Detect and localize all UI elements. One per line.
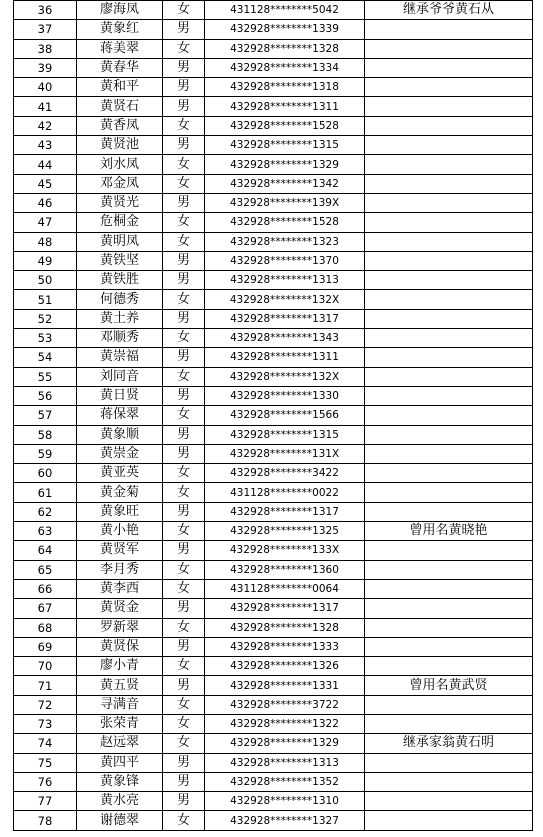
- gender-cell: 女: [163, 174, 205, 193]
- table-row: [14, 232, 533, 251]
- name-cell: 黄明凤: [77, 232, 163, 251]
- id-number-cell: 432928********1323: [205, 232, 365, 251]
- row-number-cell: 75: [14, 753, 77, 772]
- name-cell: 蒋保翠: [77, 406, 163, 425]
- table-row: [14, 657, 533, 676]
- remark-cell: [365, 174, 533, 193]
- remark-cell: [365, 309, 533, 328]
- name-cell: 黄水亮: [77, 792, 163, 811]
- id-number-cell: 432928********3722: [205, 695, 365, 714]
- name-cell: 黄李西: [77, 579, 163, 598]
- table-row: [14, 502, 533, 521]
- id-number-cell: 432928********1328: [205, 39, 365, 58]
- row-number-cell: 68: [14, 618, 77, 637]
- gender-cell: 男: [163, 193, 205, 212]
- table-row: [14, 792, 533, 811]
- name-cell: 黄金菊: [77, 483, 163, 502]
- gender-cell: 女: [163, 483, 205, 502]
- name-cell: 谢德翠: [77, 811, 163, 830]
- row-number-cell: 76: [14, 772, 77, 791]
- name-cell: 黄铁胜: [77, 271, 163, 290]
- id-number-cell: 432928********1370: [205, 251, 365, 270]
- id-number-cell: 432928********1328: [205, 618, 365, 637]
- remark-cell: [365, 425, 533, 444]
- roster-body: [14, 1, 533, 831]
- id-number-cell: 432928********133X: [205, 541, 365, 560]
- remark-cell: [365, 444, 533, 463]
- table-row: [14, 637, 533, 656]
- table-row: [14, 599, 533, 618]
- gender-cell: 男: [163, 309, 205, 328]
- remark-cell: [365, 271, 533, 290]
- row-number-cell: 52: [14, 309, 77, 328]
- id-number-cell: 432928********1329: [205, 734, 365, 753]
- gender-cell: 男: [163, 772, 205, 791]
- row-number-cell: 71: [14, 676, 77, 695]
- remark-cell: 曾用名黄武贤: [365, 676, 533, 695]
- name-cell: 邓顺秀: [77, 329, 163, 348]
- gender-cell: 男: [163, 637, 205, 656]
- id-number-cell: 432928********1339: [205, 20, 365, 39]
- remark-cell: [365, 155, 533, 174]
- id-number-cell: 432928********1333: [205, 637, 365, 656]
- row-number-cell: 44: [14, 155, 77, 174]
- gender-cell: 男: [163, 58, 205, 77]
- id-number-cell: 432928********1352: [205, 772, 365, 791]
- id-number-cell: 432928********1327: [205, 811, 365, 830]
- row-number-cell: 70: [14, 657, 77, 676]
- id-number-cell: 431128********0064: [205, 579, 365, 598]
- id-number-cell: 432928********1528: [205, 213, 365, 232]
- remark-cell: [365, 579, 533, 598]
- id-number-cell: 432928********1330: [205, 386, 365, 405]
- id-number-cell: 431128********0022: [205, 483, 365, 502]
- row-number-cell: 50: [14, 271, 77, 290]
- row-number-cell: 39: [14, 58, 77, 77]
- id-number-cell: 432928********1315: [205, 425, 365, 444]
- name-cell: 黄和平: [77, 78, 163, 97]
- id-number-cell: 432928********1360: [205, 560, 365, 579]
- name-cell: 黄铁坚: [77, 251, 163, 270]
- gender-cell: 女: [163, 1, 205, 20]
- name-cell: 黄贤保: [77, 637, 163, 656]
- remark-cell: [365, 464, 533, 483]
- name-cell: 黄贤军: [77, 541, 163, 560]
- row-number-cell: 40: [14, 78, 77, 97]
- row-number-cell: 63: [14, 522, 77, 541]
- gender-cell: 女: [163, 522, 205, 541]
- row-number-cell: 46: [14, 193, 77, 212]
- gender-cell: 男: [163, 348, 205, 367]
- gender-cell: 女: [163, 367, 205, 386]
- remark-cell: [365, 39, 533, 58]
- remark-cell: [365, 58, 533, 77]
- name-cell: 黄象锋: [77, 772, 163, 791]
- id-number-cell: 432928********1311: [205, 97, 365, 116]
- row-number-cell: 78: [14, 811, 77, 830]
- row-number-cell: 61: [14, 483, 77, 502]
- name-cell: 邓金凤: [77, 174, 163, 193]
- gender-cell: 男: [163, 599, 205, 618]
- gender-cell: 男: [163, 753, 205, 772]
- name-cell: 黄象红: [77, 20, 163, 39]
- row-number-cell: 69: [14, 637, 77, 656]
- table-row: [14, 522, 533, 541]
- remark-cell: [365, 251, 533, 270]
- table-row: [14, 734, 533, 753]
- table-row: [14, 174, 533, 193]
- gender-cell: 男: [163, 541, 205, 560]
- row-number-cell: 64: [14, 541, 77, 560]
- gender-cell: 男: [163, 444, 205, 463]
- row-number-cell: 51: [14, 290, 77, 309]
- table-row: [14, 290, 533, 309]
- table-row: [14, 406, 533, 425]
- table-row: [14, 20, 533, 39]
- id-number-cell: 432928********1313: [205, 753, 365, 772]
- name-cell: 黄贤石: [77, 97, 163, 116]
- table-row: [14, 155, 533, 174]
- remark-cell: [365, 78, 533, 97]
- table-row: [14, 367, 533, 386]
- table-row: [14, 560, 533, 579]
- row-number-cell: 56: [14, 386, 77, 405]
- remark-cell: [365, 406, 533, 425]
- table-row: [14, 193, 533, 212]
- id-number-cell: 432928********1326: [205, 657, 365, 676]
- id-number-cell: 432928********1317: [205, 309, 365, 328]
- row-number-cell: 55: [14, 367, 77, 386]
- gender-cell: 男: [163, 78, 205, 97]
- remark-cell: [365, 213, 533, 232]
- id-number-cell: 432928********1334: [205, 58, 365, 77]
- id-number-cell: 432928********1342: [205, 174, 365, 193]
- gender-cell: 女: [163, 406, 205, 425]
- gender-cell: 男: [163, 676, 205, 695]
- id-number-cell: 432928********1343: [205, 329, 365, 348]
- id-number-cell: 432928********1310: [205, 792, 365, 811]
- name-cell: 黄四平: [77, 753, 163, 772]
- id-number-cell: 432928********1315: [205, 136, 365, 155]
- table-row: [14, 753, 533, 772]
- id-number-cell: 432928********1329: [205, 155, 365, 174]
- row-number-cell: 49: [14, 251, 77, 270]
- row-number-cell: 73: [14, 714, 77, 733]
- row-number-cell: 58: [14, 425, 77, 444]
- name-cell: 张荣青: [77, 714, 163, 733]
- row-number-cell: 37: [14, 20, 77, 39]
- row-number-cell: 45: [14, 174, 77, 193]
- id-number-cell: 432928********139X: [205, 193, 365, 212]
- table-row: [14, 386, 533, 405]
- remark-cell: [365, 811, 533, 830]
- remark-cell: [365, 695, 533, 714]
- remark-cell: [365, 348, 533, 367]
- name-cell: 黄崇福: [77, 348, 163, 367]
- gender-cell: 男: [163, 386, 205, 405]
- row-number-cell: 53: [14, 329, 77, 348]
- remark-cell: [365, 386, 533, 405]
- name-cell: 黄象顺: [77, 425, 163, 444]
- gender-cell: 男: [163, 251, 205, 270]
- remark-cell: [365, 618, 533, 637]
- remark-cell: [365, 657, 533, 676]
- table-row: [14, 116, 533, 135]
- gender-cell: 女: [163, 116, 205, 135]
- row-number-cell: 72: [14, 695, 77, 714]
- name-cell: 李月秀: [77, 560, 163, 579]
- id-number-cell: 432928********131X: [205, 444, 365, 463]
- row-number-cell: 43: [14, 136, 77, 155]
- name-cell: 黄春华: [77, 58, 163, 77]
- name-cell: 黄小艳: [77, 522, 163, 541]
- gender-cell: 女: [163, 213, 205, 232]
- row-number-cell: 67: [14, 599, 77, 618]
- table-row: [14, 213, 533, 232]
- row-number-cell: 48: [14, 232, 77, 251]
- table-row: [14, 271, 533, 290]
- id-number-cell: 432928********1317: [205, 599, 365, 618]
- row-number-cell: 62: [14, 502, 77, 521]
- remark-cell: [365, 599, 533, 618]
- gender-cell: 女: [163, 560, 205, 579]
- row-number-cell: 77: [14, 792, 77, 811]
- gender-cell: 男: [163, 425, 205, 444]
- id-number-cell: 432928********3422: [205, 464, 365, 483]
- remark-cell: [365, 290, 533, 309]
- table-row: [14, 714, 533, 733]
- remark-cell: [365, 772, 533, 791]
- remark-cell: [365, 502, 533, 521]
- remark-cell: [365, 714, 533, 733]
- row-number-cell: 42: [14, 116, 77, 135]
- table-row: [14, 58, 533, 77]
- remark-cell: 曾用名黄晓艳: [365, 522, 533, 541]
- row-number-cell: 74: [14, 734, 77, 753]
- remark-cell: 继承家翁黄石明: [365, 734, 533, 753]
- gender-cell: 女: [163, 734, 205, 753]
- name-cell: 刘水凤: [77, 155, 163, 174]
- name-cell: 黄亚英: [77, 464, 163, 483]
- table-row: [14, 329, 533, 348]
- row-number-cell: 66: [14, 579, 77, 598]
- gender-cell: 女: [163, 579, 205, 598]
- name-cell: 黄五贤: [77, 676, 163, 695]
- row-number-cell: 47: [14, 213, 77, 232]
- remark-cell: [365, 637, 533, 656]
- row-number-cell: 36: [14, 1, 77, 20]
- table-row: [14, 676, 533, 695]
- gender-cell: 女: [163, 714, 205, 733]
- remark-cell: [365, 232, 533, 251]
- roster-table: [13, 0, 533, 831]
- name-cell: 黄日贤: [77, 386, 163, 405]
- remark-cell: [365, 136, 533, 155]
- remark-cell: [365, 193, 533, 212]
- table-row: [14, 811, 533, 830]
- row-number-cell: 41: [14, 97, 77, 116]
- id-number-cell: 432928********132X: [205, 367, 365, 386]
- id-number-cell: 432928********1317: [205, 502, 365, 521]
- remark-cell: [365, 560, 533, 579]
- gender-cell: 女: [163, 290, 205, 309]
- gender-cell: 女: [163, 618, 205, 637]
- name-cell: 黄崇金: [77, 444, 163, 463]
- table-row: [14, 425, 533, 444]
- table-row: [14, 695, 533, 714]
- id-number-cell: 432928********1325: [205, 522, 365, 541]
- name-cell: 黄贤光: [77, 193, 163, 212]
- id-number-cell: 432928********1566: [205, 406, 365, 425]
- id-number-cell: 432928********1528: [205, 116, 365, 135]
- name-cell: 罗新翠: [77, 618, 163, 637]
- gender-cell: 男: [163, 20, 205, 39]
- gender-cell: 女: [163, 657, 205, 676]
- remark-cell: [365, 20, 533, 39]
- name-cell: 黄贤金: [77, 599, 163, 618]
- remark-cell: [365, 329, 533, 348]
- id-number-cell: 432928********132X: [205, 290, 365, 309]
- table-row: [14, 348, 533, 367]
- table-row: [14, 251, 533, 270]
- row-number-cell: 38: [14, 39, 77, 58]
- gender-cell: 男: [163, 502, 205, 521]
- remark-cell: 继承爷爷黄石从: [365, 1, 533, 20]
- id-number-cell: 432928********1322: [205, 714, 365, 733]
- name-cell: 寻满音: [77, 695, 163, 714]
- remark-cell: [365, 367, 533, 386]
- row-number-cell: 54: [14, 348, 77, 367]
- table-row: [14, 1, 533, 20]
- name-cell: 刘同音: [77, 367, 163, 386]
- table-row: [14, 39, 533, 58]
- remark-cell: [365, 753, 533, 772]
- id-number-cell: 432928********1311: [205, 348, 365, 367]
- row-number-cell: 65: [14, 560, 77, 579]
- gender-cell: 女: [163, 811, 205, 830]
- table-row: [14, 136, 533, 155]
- name-cell: 黄象旺: [77, 502, 163, 521]
- name-cell: 蒋美翠: [77, 39, 163, 58]
- name-cell: 黄土养: [77, 309, 163, 328]
- table-row: [14, 541, 533, 560]
- row-number-cell: 60: [14, 464, 77, 483]
- gender-cell: 男: [163, 271, 205, 290]
- gender-cell: 男: [163, 136, 205, 155]
- id-number-cell: 432928********1313: [205, 271, 365, 290]
- table-row: [14, 464, 533, 483]
- table-row: [14, 618, 533, 637]
- name-cell: 黄香凤: [77, 116, 163, 135]
- table-row: [14, 772, 533, 791]
- gender-cell: 女: [163, 695, 205, 714]
- name-cell: 赵远翠: [77, 734, 163, 753]
- name-cell: 危桐金: [77, 213, 163, 232]
- gender-cell: 男: [163, 97, 205, 116]
- table-row: [14, 78, 533, 97]
- table-row: [14, 444, 533, 463]
- gender-cell: 女: [163, 232, 205, 251]
- row-number-cell: 59: [14, 444, 77, 463]
- remark-cell: [365, 116, 533, 135]
- table-row: [14, 97, 533, 116]
- name-cell: 何德秀: [77, 290, 163, 309]
- remark-cell: [365, 483, 533, 502]
- remark-cell: [365, 541, 533, 560]
- table-row: [14, 483, 533, 502]
- name-cell: 廖小青: [77, 657, 163, 676]
- gender-cell: 女: [163, 329, 205, 348]
- remark-cell: [365, 792, 533, 811]
- id-number-cell: 432928********1331: [205, 676, 365, 695]
- name-cell: 黄贤池: [77, 136, 163, 155]
- table-row: [14, 579, 533, 598]
- name-cell: 廖海凤: [77, 1, 163, 20]
- gender-cell: 女: [163, 464, 205, 483]
- id-number-cell: 431128********5042: [205, 1, 365, 20]
- gender-cell: 女: [163, 39, 205, 58]
- id-number-cell: 432928********1318: [205, 78, 365, 97]
- table-row: [14, 309, 533, 328]
- gender-cell: 女: [163, 155, 205, 174]
- row-number-cell: 57: [14, 406, 77, 425]
- gender-cell: 男: [163, 792, 205, 811]
- remark-cell: [365, 97, 533, 116]
